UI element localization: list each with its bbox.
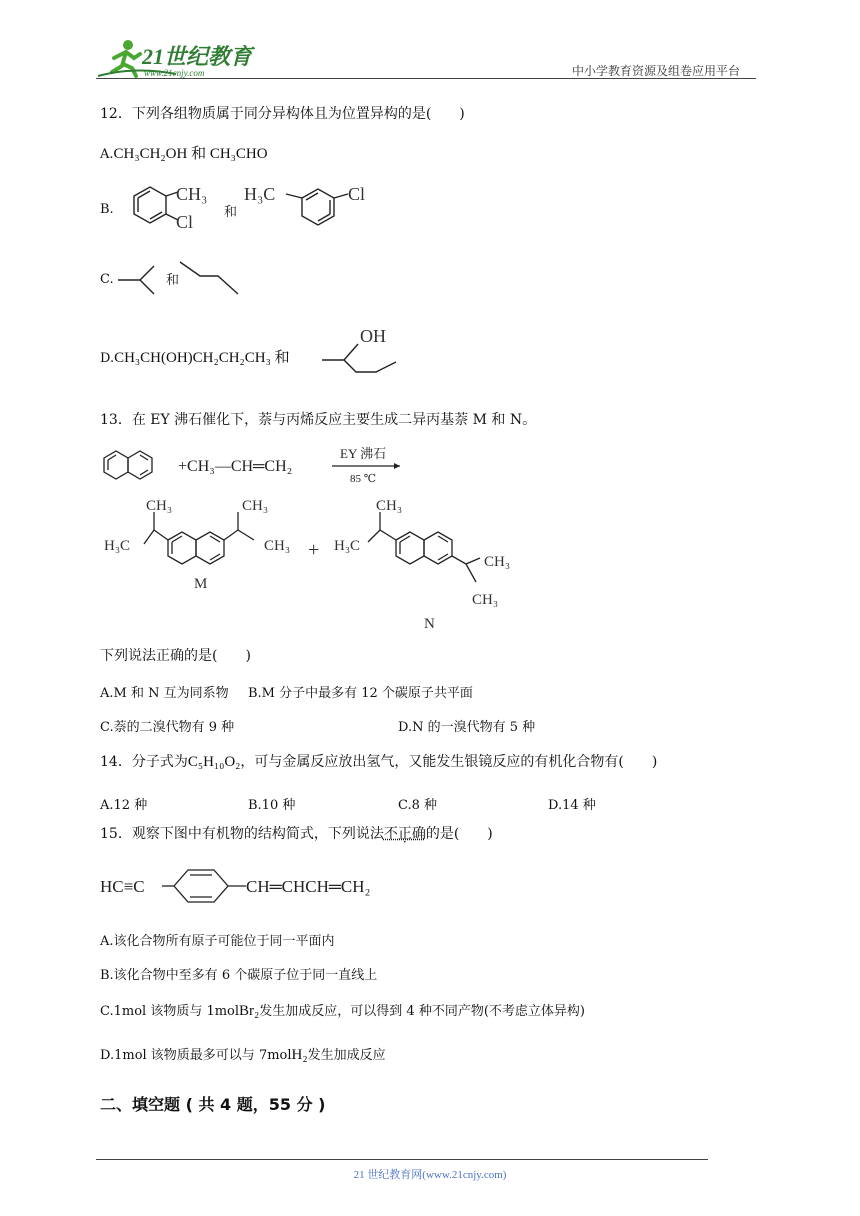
q15-d-post: 发生加成反应 — [307, 1048, 386, 1063]
q12-d-oh: OH — [360, 326, 386, 346]
q13-reagent: +CH₃—CH═CH₂ — [178, 458, 293, 475]
q15-stem-emphasis: 不正确 — [383, 826, 426, 842]
q15-d-formula: H₂ — [291, 1047, 308, 1063]
q12-a-text: CH₃CH₂OH 和 CH₃CHO — [113, 146, 268, 162]
q14-formula: C₅H₁₀O₂ — [187, 754, 241, 770]
header-divider — [96, 78, 756, 79]
q13-condition: 85 ℃ — [350, 473, 377, 485]
q15-left-group: HC≡C — [100, 877, 145, 896]
q15-option-c — [100, 1000, 585, 1020]
q13-option-b: B.M 分子中最多有 12 个碳原子共平面 — [248, 686, 473, 701]
q13-option-c: C.萘的二溴代物有 9 种 — [100, 720, 235, 735]
q12-b-structures — [114, 178, 414, 248]
q12-d-label: D. — [100, 351, 115, 366]
q12-c-label: C. — [100, 272, 114, 287]
n-h3c: H₃C — [334, 538, 361, 554]
footer-divider — [96, 1159, 708, 1160]
q12-option-b — [100, 178, 420, 248]
q14-option-c: C.8 种 — [398, 798, 438, 813]
section-2-title: 二、填空题 ( 共 4 题，55 分 ) — [100, 1095, 326, 1114]
q14-option-b: B.10 种 — [248, 798, 296, 813]
q14-stem-pre: 14．分子式为 — [100, 754, 188, 770]
m-ch3-right: CH₃ — [264, 538, 291, 554]
q15-right-group: CH═CHCH═CH₂ — [246, 877, 371, 896]
q13-catalyst: EY 沸石 — [340, 446, 387, 461]
naphthalene-icon — [104, 451, 152, 479]
n-ch3-bottom: CH₃ — [472, 592, 499, 608]
n-ch3-right: CH₃ — [484, 554, 511, 570]
q15-stem-post: 的是( ) — [425, 826, 493, 842]
platform-name: 中小学教育资源及组卷应用平台 — [572, 64, 741, 78]
q13-products — [100, 492, 540, 632]
n-label: N — [424, 616, 435, 632]
q13-reaction — [100, 440, 440, 490]
q14-stem — [100, 752, 657, 772]
n-ch3-top: CH₃ — [376, 498, 403, 514]
q15-option-b: B.该化合物中至多有 6 个碳原子位于同一直线上 — [100, 968, 378, 983]
q14-option-d: D.14 种 — [548, 798, 596, 813]
q15-stem-pre: 15．观察下图中有机物的结构简式，下列说法 — [100, 826, 384, 842]
q15-option-a: A.该化合物所有原子可能位于同一平面内 — [100, 934, 335, 949]
q12-b-ch3: CH₃ — [176, 184, 208, 204]
q12-c-and: 和 — [166, 272, 180, 287]
footer-text: 21 世纪教育网(www.21cnjy.com) — [353, 1169, 507, 1181]
q15-option-d — [100, 1044, 386, 1064]
m-ch3-left: CH₃ — [146, 498, 173, 514]
q12-b-cl-left: Cl — [176, 212, 194, 232]
q12-d-structure — [318, 318, 418, 382]
q12-d-text: CH₃CH(OH)CH₂CH₂CH₃ 和 — [114, 350, 290, 366]
q12-b-label: B. — [100, 202, 114, 217]
q13-option-a: A.M 和 N 互为同系物 — [100, 686, 229, 701]
q15-d-pre: D.1mol 该物质最多可以与 7mol — [100, 1048, 292, 1063]
m-h3c: H₃C — [104, 538, 131, 554]
q12-b-and: 和 — [224, 204, 238, 219]
m-ch3-top: CH₃ — [242, 498, 269, 514]
q14-stem-post: ，可与金属反应放出氢气，又能发生银镜反应的有机化合物有( ) — [240, 754, 658, 770]
q12-b-h3c: H₃C — [244, 184, 276, 204]
q15-structure — [100, 860, 420, 912]
q12-c-structures — [114, 256, 294, 300]
products-plus: + — [308, 539, 320, 561]
q13-prompt: 下列说法正确的是( ) — [100, 648, 251, 664]
q14-option-a: A.12 种 — [100, 798, 148, 813]
m-label: M — [194, 576, 208, 592]
q13-option-d: D.N 的一溴代物有 5 种 — [398, 720, 536, 735]
q12-option-a — [100, 142, 268, 163]
q12-option-c — [100, 256, 300, 300]
q15-c-formula: Br₂ — [239, 1003, 260, 1019]
q12-option-d — [100, 318, 430, 382]
q15-c-post: 发生加成反应，可以得到 4 种不同产物(不考虑立体异构) — [259, 1004, 585, 1019]
logo-url: www.21cnjy.com — [144, 68, 205, 78]
q15-c-pre: C.1mol 该物质与 1mol — [100, 1004, 240, 1019]
q12-b-cl-right: Cl — [348, 184, 366, 204]
site-logo — [96, 36, 266, 82]
logo-text: 21世纪教育 — [142, 44, 253, 69]
q12-a-label: A. — [100, 147, 114, 162]
q13-stem: 13．在 EY 沸石催化下，萘与丙烯反应主要生成二异丙基萘 M 和 N。 — [100, 412, 537, 428]
arrow-head-icon — [394, 463, 400, 469]
q15-stem — [100, 824, 493, 844]
q12-stem: 12．下列各组物质属于同分异构体且为位置异构的是( ) — [100, 106, 465, 122]
